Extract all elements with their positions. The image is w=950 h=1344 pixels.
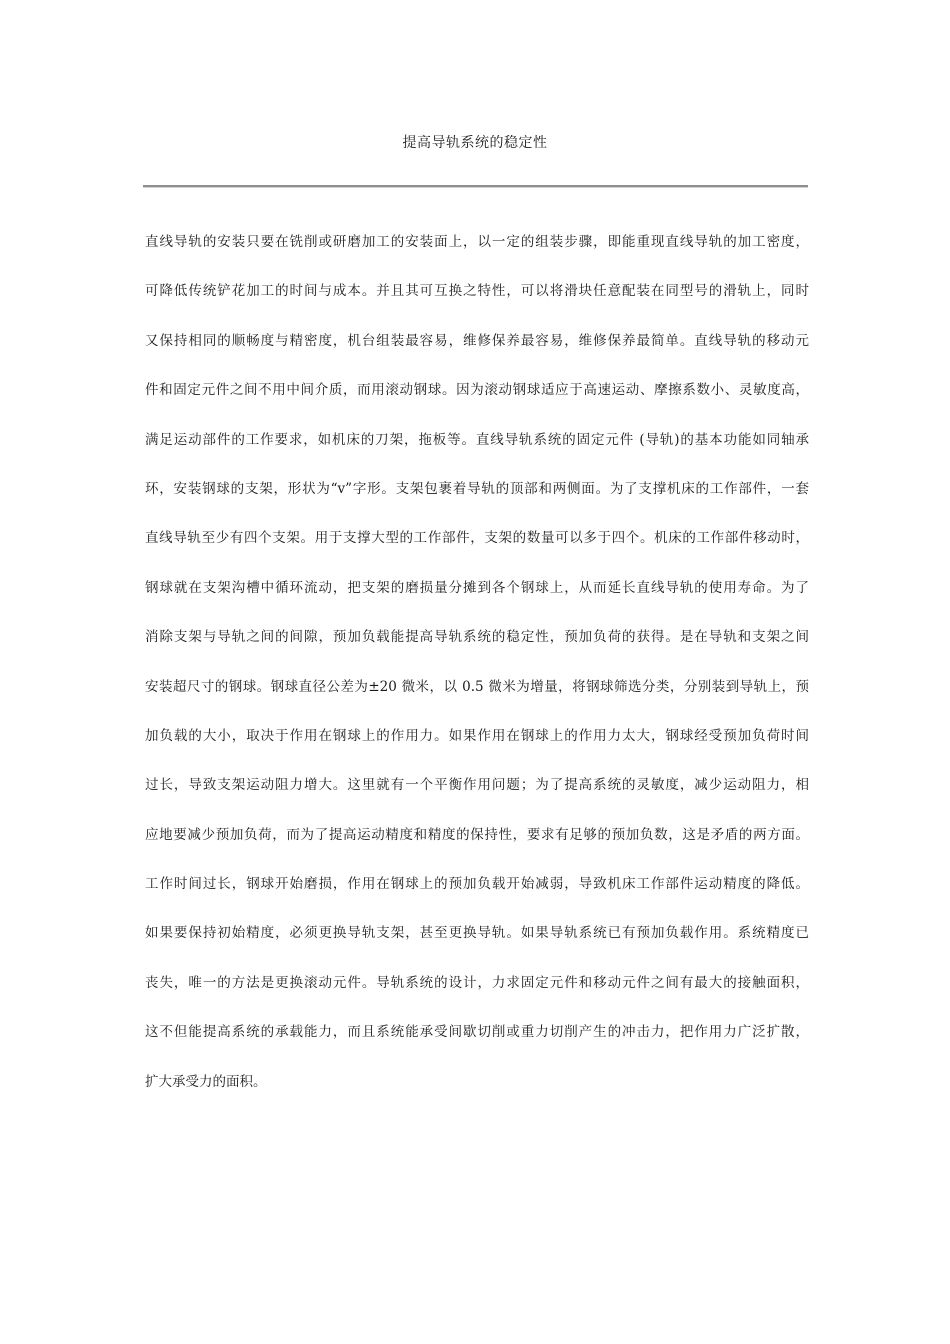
body-line: 直线导轨至少有四个支架。用于支撑大型的工作部件，支架的数量可以多于四个。机床的工作部件移动时，: [145, 530, 809, 547]
body-line: 丧失，唯一的方法是更换滚动元件。导轨系统的设计，力求固定元件和移动元件之间有最大的接触面积，: [145, 974, 809, 991]
body-text: [145, 230, 809, 1119]
body-line: 过长，导致支架运动阻力增大。这里就有一个平衡作用问题；为了提高系统的灵敏度，减少运动阻力，相: [145, 777, 809, 794]
body-line: 件和固定元件之间不用中间介质，而用滚动钢球。因为滚动钢球适应于高速运动、摩擦系数小、灵敏度高，: [145, 382, 809, 399]
body-line: 这不但能提高系统的承载能力，而且系统能承受间歇切削或重力切削产生的冲击力，把作用力广泛扩散，: [145, 1024, 809, 1041]
title-divider: [143, 185, 808, 188]
body-line: 工作时间过长，钢球开始磨损，作用在钢球上的预加负载开始减弱，导致机床工作部件运动精度的降低。: [145, 876, 809, 893]
page-title: 提高导轨系统的稳定性: [402, 135, 548, 151]
body-line: 应地要减少预加负荷，而为了提高运动精度和精度的保持性，要求有足够的预加负数，这是矛盾的两方面。: [145, 826, 809, 843]
body-line: 加负载的大小，取决于作用在钢球上的作用力。如果作用在钢球上的作用力太大，钢球经受预加负荷时间: [145, 727, 809, 744]
body-line: 钢球就在支架沟槽中循环流动，把支架的磨损量分摊到各个钢球上，从而延长直线导轨的使用寿命。为了: [145, 579, 809, 596]
body-line: 环，安装钢球的支架，形状为“v”字形。支架包裹着导轨的顶部和两侧面。为了支撑机床的工作部件，一套: [145, 480, 809, 497]
body-line: 直线导轨的安装只要在铣削或研磨加工的安装面上，以一定的组装步骤，即能重现直线导轨的加工密度，: [145, 234, 809, 250]
body-line: 可降低传统铲花加工的时间与成本。并且其可互换之特性，可以将滑块任意配装在同型号的滑轨上，同时: [145, 283, 809, 300]
body-line: 如果要保持初始精度，必须更换导轨支架，甚至更换导轨。如果导轨系统已有预加负载作用。系统精度已: [145, 925, 809, 942]
body-line: 扩大承受力的面积。: [145, 1073, 267, 1090]
body-line: 又保持相同的顺畅度与精密度，机台组装最容易，维修保养最容易，维修保养最简单。直线导轨的移动元: [145, 332, 809, 349]
body-line: 满足运动部件的工作要求，如机床的刀架，拖板等。直线导轨系统的固定元件 (导轨)的基本功能如同轴承: [145, 431, 809, 448]
body-line: 消除支架与导轨之间的间隙，预加负载能提高导轨系统的稳定性，预加负荷的获得。是在导轨和支架之间: [145, 629, 809, 646]
body-line: 安装超尺寸的钢球。钢球直径公差为±20 微米，以 0.5 微米为增量，将钢球筛选分类，分别装到导轨上，预: [145, 678, 809, 695]
